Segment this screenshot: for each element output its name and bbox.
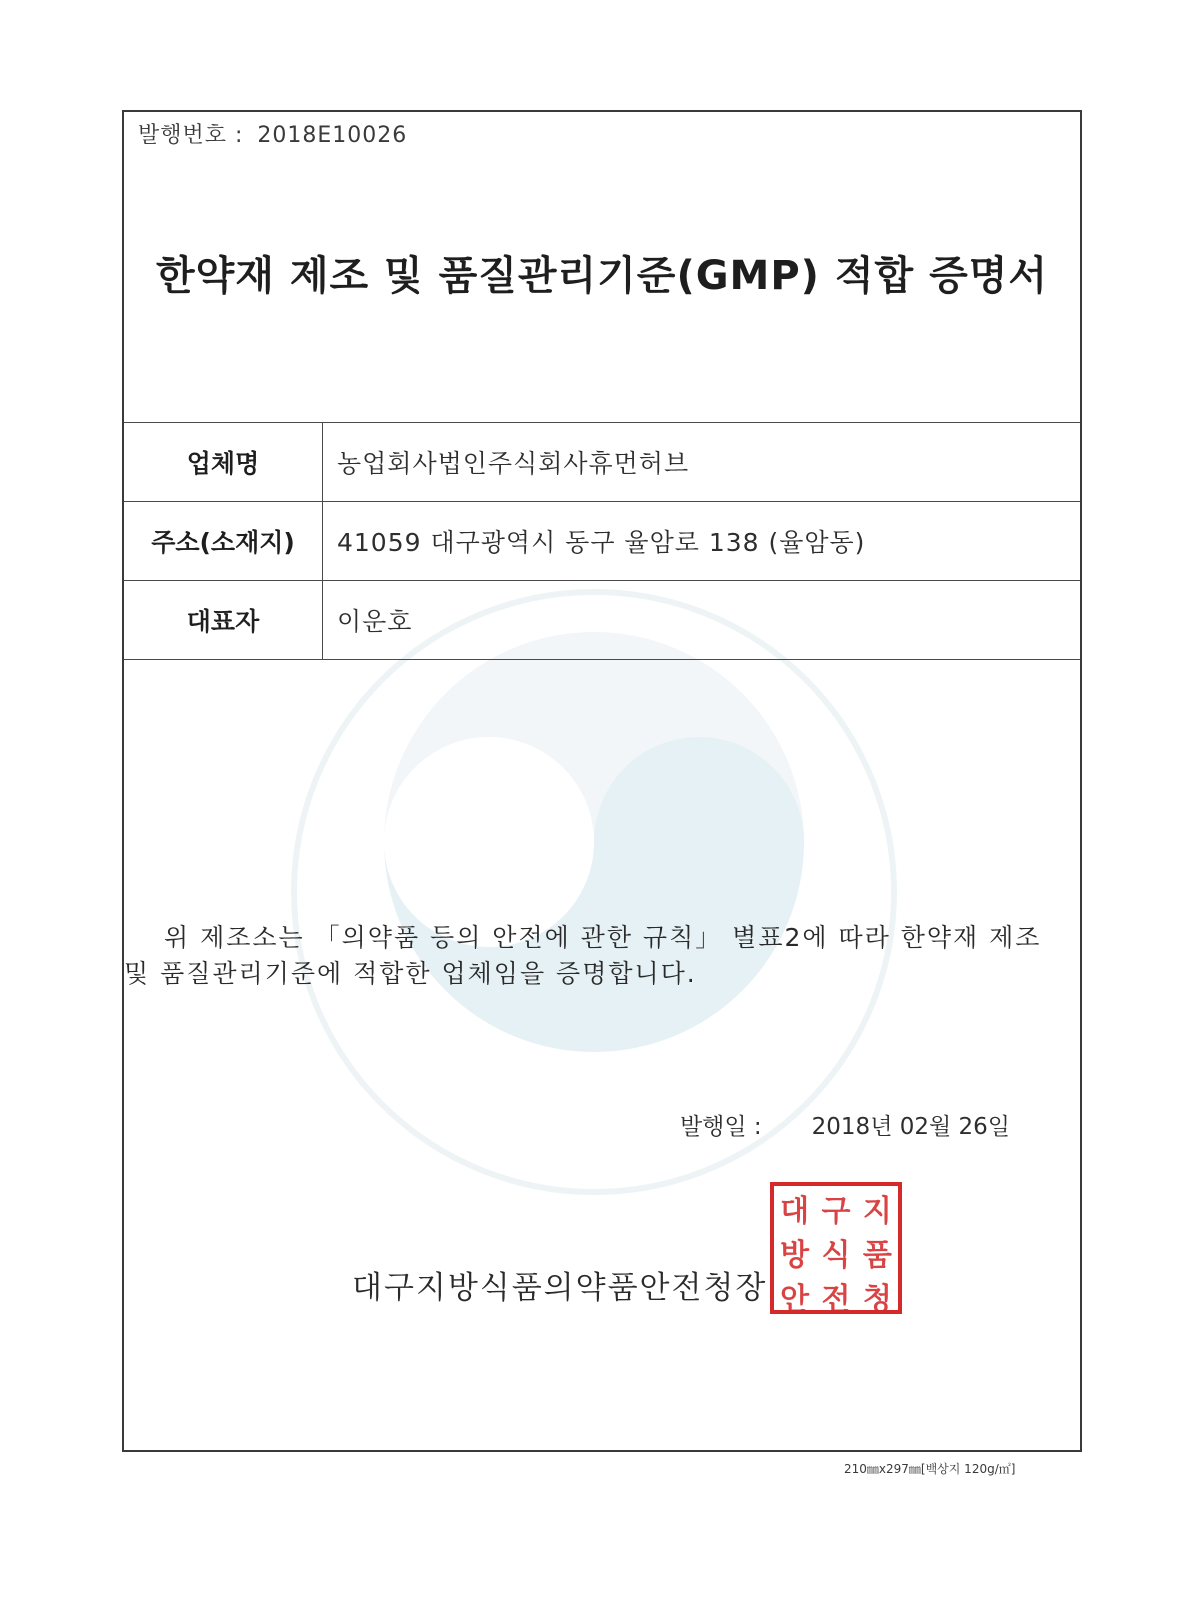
seal-char: 대 <box>780 1194 810 1229</box>
seal-char: 방 <box>780 1238 810 1273</box>
issue-number-value: 2018E10026 <box>257 123 408 148</box>
issue-date <box>680 1108 1010 1141</box>
seal-char: 품 <box>862 1238 892 1273</box>
official-seal-icon <box>770 1182 902 1317</box>
table-row <box>124 581 1080 660</box>
company-info-table <box>124 422 1080 660</box>
field-label: 대표자 <box>124 581 323 660</box>
table-row <box>124 423 1080 502</box>
paper-spec: 210㎜x297㎜[백상지 120g/㎡] <box>844 1462 1016 1476</box>
document-title: 한약재 제조 및 품질관리기준(GMP) 적합 증명서 <box>155 253 1049 299</box>
issue-date-value: 2018년 02월 26일 <box>811 1114 1010 1140</box>
seal-char: 안 <box>780 1282 810 1317</box>
issuer-name: 대구지방식품의약품안전청장 <box>352 1270 768 1306</box>
representative-value: 이운호 <box>323 581 1081 660</box>
seal-char: 구 <box>821 1194 851 1229</box>
issue-date-label: 발행일 : <box>679 1114 762 1140</box>
issue-number <box>138 118 407 149</box>
address-value: 41059 대구광역시 동구 율암로 138 (율암동) <box>323 502 1081 581</box>
issue-number-label: 발행번호 : <box>138 123 244 148</box>
certificate-sheet <box>122 110 1082 1452</box>
table-row <box>124 502 1080 581</box>
certification-statement: 위 제조소는 「의약품 등의 안전에 관한 규칙」 별표2에 따라 한약재 제조 및 품질관리기준에 적합한 업체임을 증명합니다. <box>124 923 1042 988</box>
seal-char: 지 <box>862 1194 892 1229</box>
seal-char: 전 <box>821 1282 851 1317</box>
seal-char: 식 <box>821 1238 851 1273</box>
seal-char: 청 <box>862 1282 892 1317</box>
field-label: 업체명 <box>124 423 323 502</box>
company-name-value: 농업회사법인주식회사휴먼허브 <box>323 423 1081 502</box>
field-label: 주소(소재지) <box>124 502 323 581</box>
